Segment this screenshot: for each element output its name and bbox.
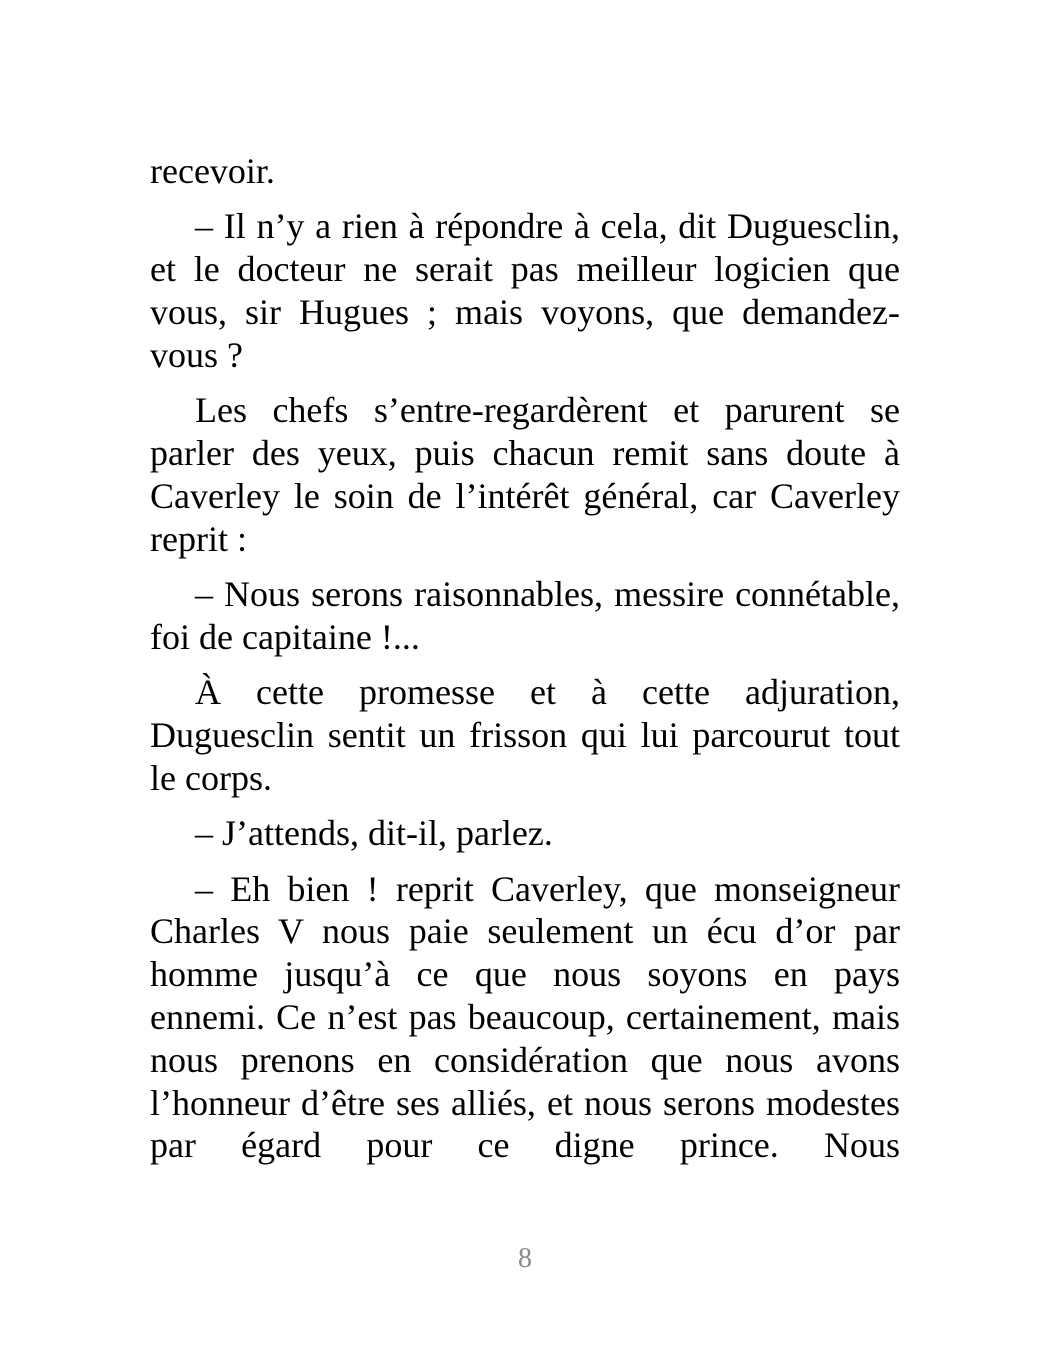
paragraph: – J’attends, dit-il, parlez. — [195, 813, 553, 854]
page-number: 8 — [518, 1243, 532, 1274]
paragraph: À cette promesse et à cette adjuration, Duguesclin sentit un frisson qui lui parcourut tout le corps. — [150, 672, 900, 798]
paragraph: – Il n’y a rien à répondre à cela, dit Duguesclin, et le docteur ne serait pas meilleur logicien que vous, sir Hugues ; mais voyons, que demandez-vous ? — [150, 206, 900, 375]
body-text — [150, 150, 900, 1180]
paragraph: Les chefs s’entre-regardèrent et parurent se parler des yeux, puis chacun remit sans doute à Caverley le soin de l’intérêt général, car Caverley reprit : — [150, 390, 900, 559]
paragraph: – Eh bien ! reprit Caverley, que monseigneur Charles V nous paie seulement un écu d’or par homme jusqu’à ce que nous soyons en pays ennemi. Ce n’est pas beaucoup, certainement, mais nous prenons en considération que nous avons l’honneur d’être ses alliés, et nous serons modestes par égard pour ce digne prince. Nous — [150, 868, 900, 1166]
paragraph: – Nous serons raisonnables, messire connétable, foi de capitaine !... — [150, 573, 900, 657]
paragraph: recevoir. — [150, 151, 275, 191]
